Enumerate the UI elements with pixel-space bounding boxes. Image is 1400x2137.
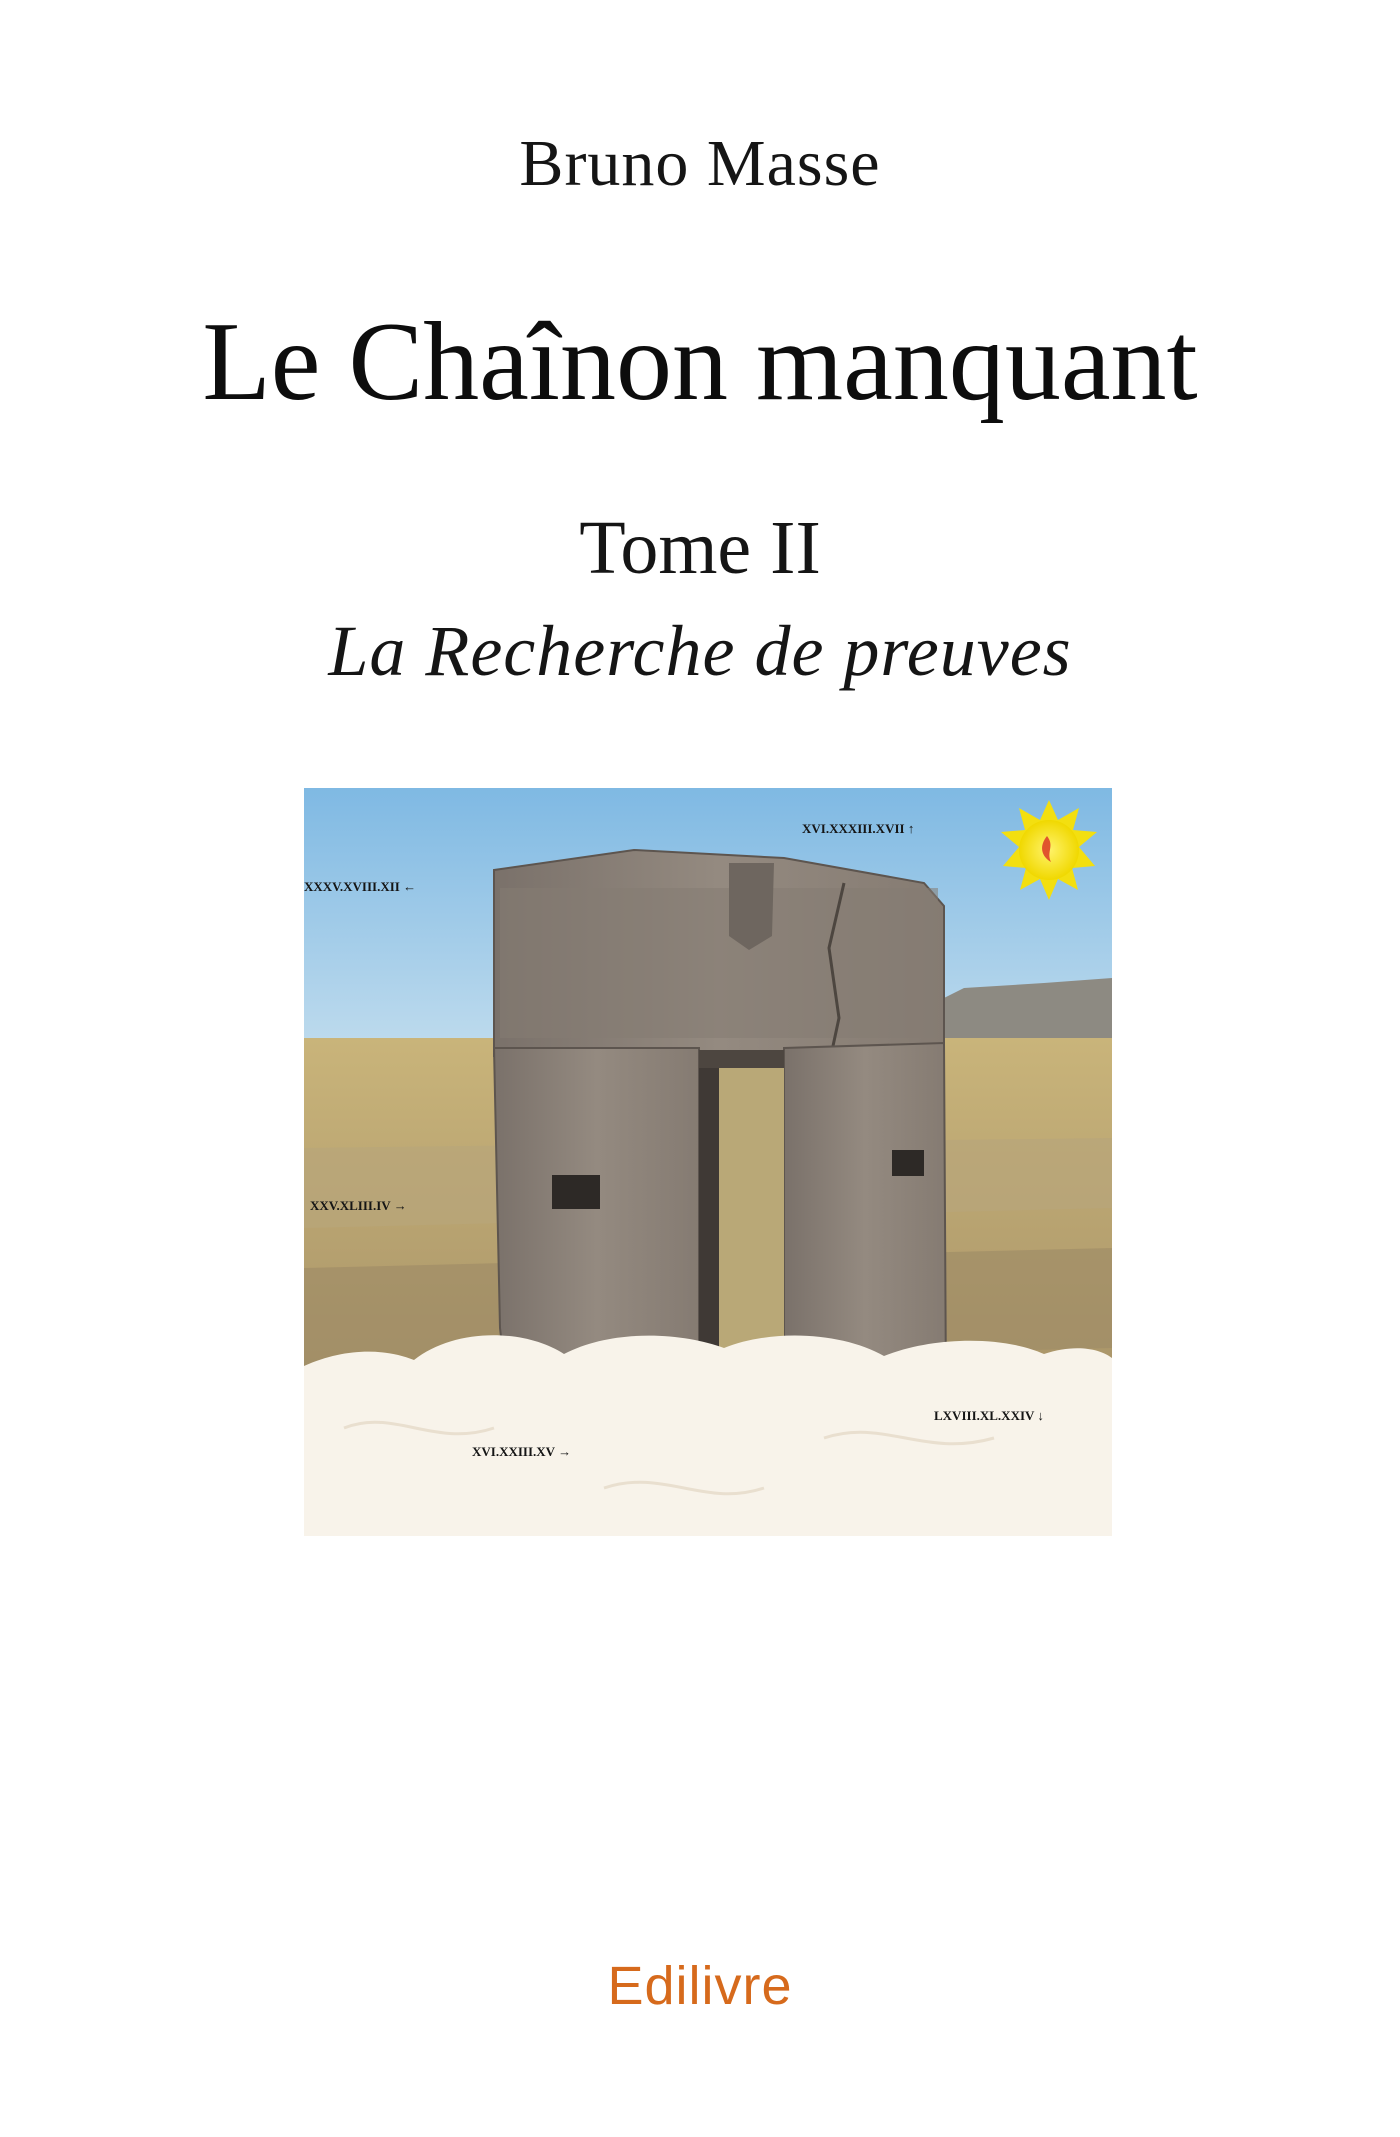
paper-cloud	[304, 1335, 1112, 1536]
volume-label: Tome II	[579, 506, 821, 590]
right-niche	[892, 1150, 924, 1176]
label-top-left: XXXV.XVIII.XII ←	[304, 879, 417, 894]
author-name: Bruno Masse	[519, 127, 881, 200]
label-bottom-mid: XVI.XXIII.XV →	[472, 1444, 572, 1459]
label-mid-left: XXV.XLIII.IV →	[310, 1198, 407, 1213]
label-bottom-right: LXVIII.XL.XXIV ↓	[934, 1408, 1044, 1423]
book-subtitle: La Recherche de preuves	[328, 611, 1072, 691]
publisher-logo: Edilivre	[607, 1956, 793, 2016]
book-title: Le Chaînon manquant	[202, 300, 1198, 424]
cover-illustration	[304, 788, 1112, 1536]
label-top-right: XVI.XXXIII.XVII ↑	[802, 821, 915, 836]
left-niche	[552, 1175, 600, 1209]
